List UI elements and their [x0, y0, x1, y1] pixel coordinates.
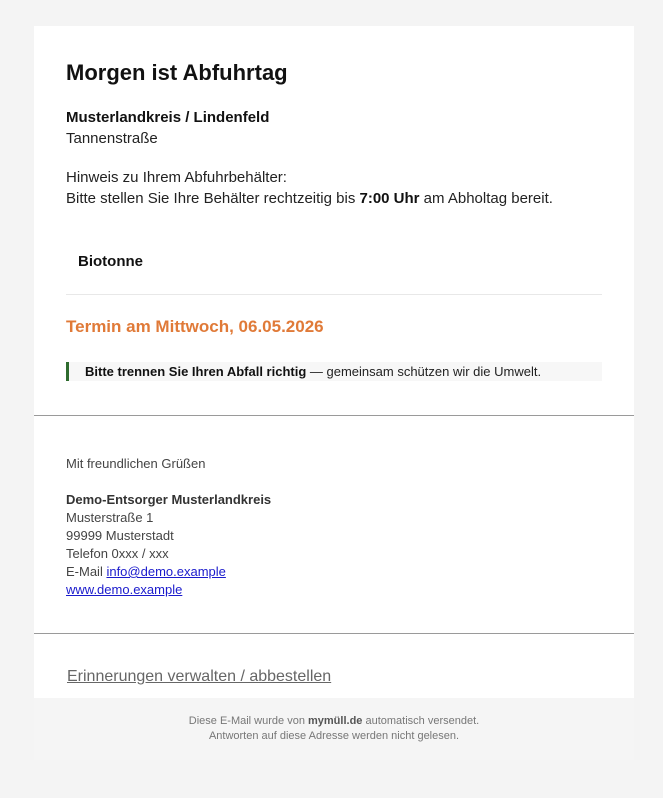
hint-time: 7:00 Uhr: [359, 190, 420, 207]
section-divider: [34, 415, 634, 416]
street-name: Tannenstraße: [66, 130, 158, 147]
bin-type: Biotonne: [78, 253, 143, 270]
notice-bold: Bitte trennen Sie Ihren Abfall richtig: [85, 364, 307, 379]
region-name: Musterlandkreis / Lindenfeld: [66, 109, 270, 126]
company-phone: Telefon 0xxx / xxx: [66, 546, 169, 561]
manage-reminders-link[interactable]: Erinnerungen verwalten / abbestellen: [67, 668, 332, 685]
company-city: 99999 Musterstadt: [66, 528, 174, 543]
footer-line-2: Antworten auf diese Adresse werden nicht gelesen.: [208, 730, 460, 742]
section-divider-2: [34, 633, 634, 634]
company-email-line: [66, 563, 271, 581]
notice-rest: — gemeinsam schützen wir die Umwelt.: [306, 364, 542, 379]
company-street: Musterstraße 1: [66, 510, 154, 525]
hint-text-after: am Abholtag bereit.: [419, 190, 553, 207]
website-link[interactable]: www.demo.example: [66, 582, 183, 597]
email-link[interactable]: info@demo.example: [106, 564, 226, 579]
divider: [66, 294, 602, 295]
footer-brand: mymüll.de: [308, 715, 363, 727]
email-label: E-Mail: [66, 564, 107, 579]
hint-text: [66, 190, 553, 207]
hint-heading: Hinweis zu Ihrem Abfuhrbehälter:: [66, 169, 287, 186]
email-title: Morgen ist Abfuhrtag: [66, 60, 288, 85]
website-line: [66, 581, 271, 599]
recycling-notice: [66, 362, 602, 381]
appointment-date: Termin am Mittwoch, 06.05.2026: [66, 317, 324, 336]
email-card: [34, 26, 634, 760]
company-name: Demo-Entsorger Musterlandkreis: [66, 492, 272, 507]
footer-text-before: Diese E-Mail wurde von: [188, 715, 308, 727]
greeting: Mit freundlichen Grüßen: [66, 456, 206, 471]
hint-text-before: Bitte stellen Sie Ihre Behälter rechtzeitig bis: [66, 190, 360, 207]
signature-block: [66, 491, 271, 599]
footer-line-1: [34, 714, 634, 729]
footer-text-after: automatisch versendet.: [362, 715, 480, 727]
footer: [34, 698, 634, 760]
